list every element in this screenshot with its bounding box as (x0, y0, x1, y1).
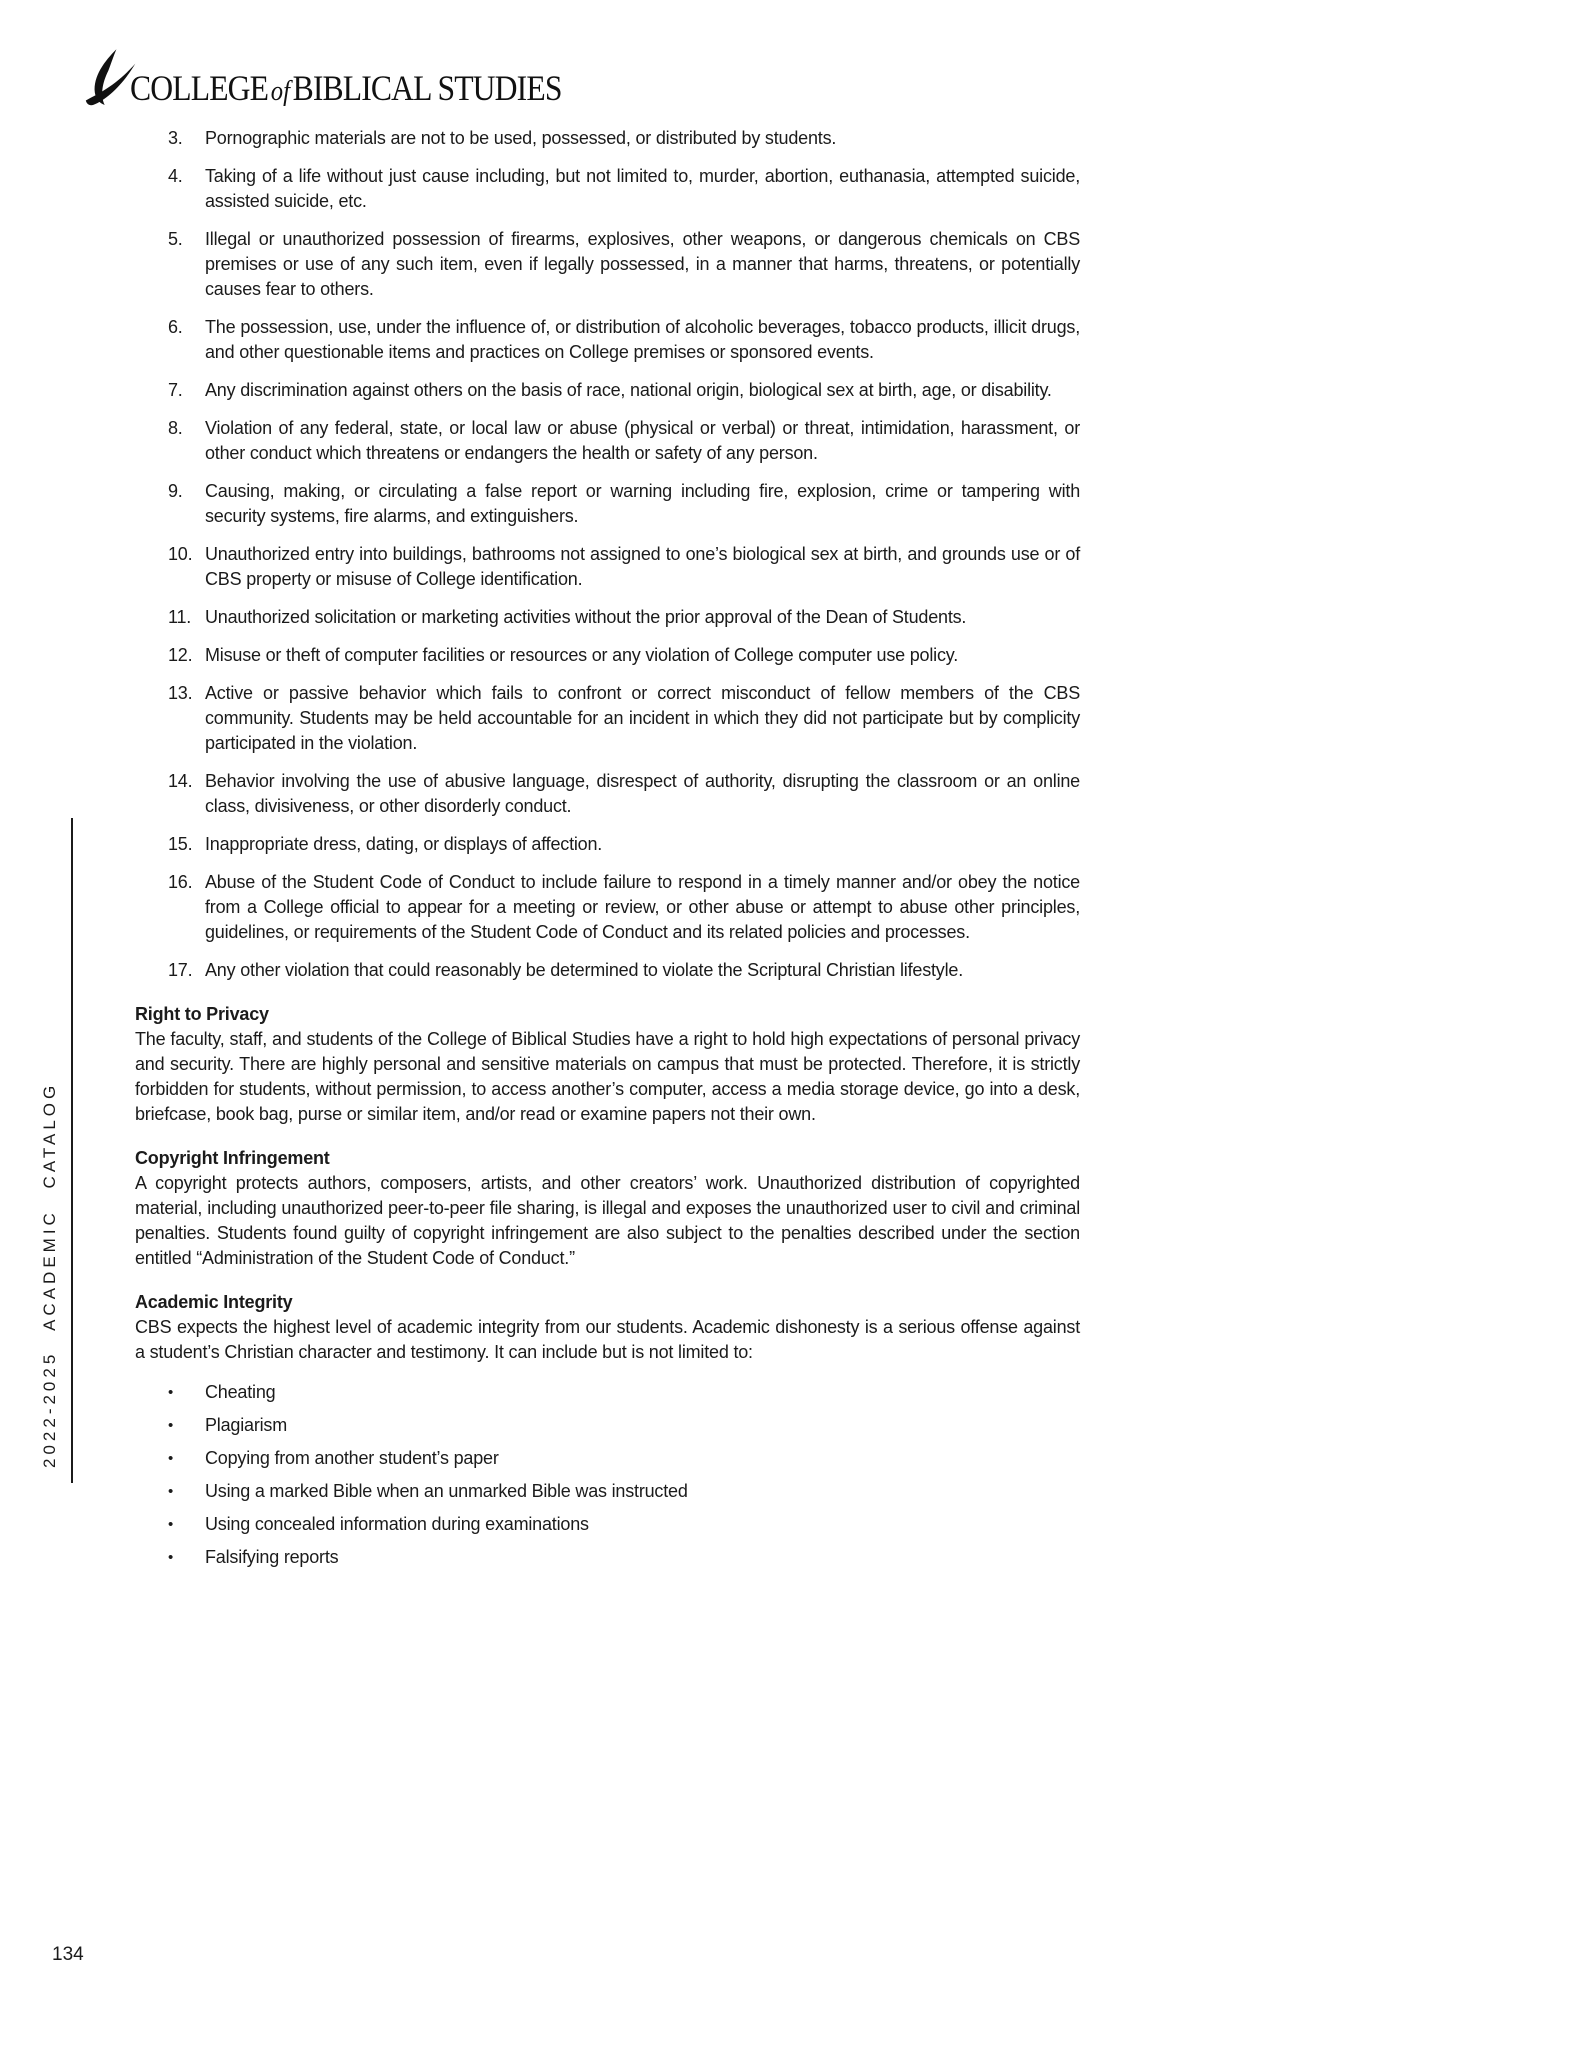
item-text: The possession, use, under the influence of, or distribution of alcoholic beverages, tobacco products, illicit drugs, and other questionable items and practices on College premises or sponsored events. (205, 317, 1080, 362)
conduct-item-8 (135, 416, 1080, 466)
bullet-text: Falsifying reports (205, 1547, 339, 1567)
section-heading: Academic Integrity (135, 1292, 293, 1312)
item-number: 6. (168, 317, 183, 337)
conduct-item-6 (135, 315, 1080, 365)
bullet-marker: • (168, 1417, 174, 1434)
conduct-item-17 (135, 958, 1080, 983)
item-text: Active or passive behavior which fails to confront or correct misconduct of fellow members of the CBS community. Students may be held accountable for an incident in which they did not participate but by complicity participated in the violation. (205, 683, 1080, 753)
bullet-item (135, 1446, 1080, 1471)
logo-of: of (270, 76, 290, 107)
conduct-item-15 (135, 832, 1080, 857)
item-number: 5. (168, 229, 183, 249)
college-logo (84, 48, 620, 108)
item-text: Behavior involving the use of abusive language, disrespect of authority, disrupting the classroom or an online class, divisiveness, or other disorderly conduct. (205, 771, 1080, 816)
bullet-marker: • (168, 1516, 174, 1533)
item-number: 15. (168, 834, 193, 854)
item-text: Any other violation that could reasonably be determined to violate the Scriptural Christian lifestyle. (205, 960, 964, 980)
bullet-item (135, 1380, 1080, 1405)
item-text: Unauthorized solicitation or marketing activities without the prior approval of the Dean of Students. (205, 607, 967, 627)
bullet-marker: • (168, 1483, 174, 1500)
bullet-marker: • (168, 1549, 174, 1566)
conduct-item-16 (135, 870, 1080, 945)
item-number: 7. (168, 380, 183, 400)
item-number: 9. (168, 481, 183, 501)
item-text: Pornographic materials are not to be used, possessed, or distributed by students. (205, 128, 837, 148)
section-heading: Right to Privacy (135, 1004, 269, 1024)
conduct-item-4 (135, 164, 1080, 214)
section-right-to-privacy (135, 1002, 1080, 1127)
item-text: Misuse or theft of computer facilities or resources or any violation of College computer use policy. (205, 645, 959, 665)
conduct-item-10 (135, 542, 1080, 592)
conduct-item-7 (135, 378, 1080, 403)
section-heading: Copyright Infringement (135, 1148, 330, 1168)
conduct-item-3 (135, 126, 1080, 151)
item-text: Inappropriate dress, dating, or displays of affection. (205, 834, 603, 854)
item-number: 12. (168, 645, 193, 665)
conduct-list (135, 126, 1080, 983)
sidebar-catalog-label: 2022-2025 ACADEMIC CATALOG (40, 1081, 59, 1468)
section-body: A copyright protects authors, composers, artists, and other creators’ work. Unauthorized distribution of copyrighted material, including unauthorized peer-to-peer file sharing, is illegal and exposes the unauthorized user to civil and criminal penalties. Students found guilty of copyright infringement are also subject to the penalties described under the section entitled “Administration of the Student Code of Conduct.” (135, 1173, 1080, 1268)
conduct-item-14 (135, 769, 1080, 819)
item-number: 8. (168, 418, 183, 438)
conduct-item-13 (135, 681, 1080, 756)
item-text: Unauthorized entry into buildings, bathrooms not assigned to one’s biological sex at birth, and grounds use or of CBS property or misuse of College identification. (205, 544, 1080, 589)
bullet-text: Plagiarism (205, 1415, 288, 1435)
bullet-item (135, 1413, 1080, 1438)
item-number: 17. (168, 960, 193, 980)
item-text: Violation of any federal, state, or local law or abuse (physical or verbal) or threat, intimidation, harassment, or other conduct which threatens or endangers the health or safety of any person. (205, 418, 1080, 463)
section-academic-integrity (135, 1290, 1080, 1365)
item-text: Causing, making, or circulating a false report or warning including fire, explosion, crime or tampering with security systems, fire alarms, and extinguishers. (205, 481, 1080, 526)
integrity-bullet-list (135, 1380, 1080, 1570)
main-content (135, 126, 1080, 1578)
bullet-text: Using a marked Bible when an unmarked Bible was instructed (205, 1481, 688, 1501)
logo-rest: BIBLICAL STUDIES (292, 68, 562, 108)
bullet-marker: • (168, 1450, 174, 1467)
bullet-item (135, 1479, 1080, 1504)
section-copyright-infringement (135, 1146, 1080, 1271)
page-number: 134 (52, 1944, 84, 1965)
conduct-item-11 (135, 605, 1080, 630)
item-text: Illegal or unauthorized possession of firearms, explosives, other weapons, or dangerous chemicals on CBS premises or use of any such item, even if legally possessed, in a manner that harms, threatens, or potentially causes fear to others. (205, 229, 1080, 299)
sidebar-rule (71, 818, 73, 1483)
bullet-marker: • (168, 1384, 174, 1401)
item-number: 14. (168, 771, 193, 791)
section-body: CBS expects the highest level of academic integrity from our students. Academic dishonesty is a serious offense against a student’s Christian character and testimony. It can include but is not limited to: (135, 1317, 1080, 1362)
item-number: 4. (168, 166, 183, 186)
bullet-item (135, 1512, 1080, 1537)
logo-college: COLLEGE (130, 68, 269, 108)
bullet-text: Using concealed information during examinations (205, 1514, 589, 1534)
logo-text (130, 70, 562, 108)
bullet-text: Copying from another student’s paper (205, 1448, 499, 1468)
item-number: 10. (168, 544, 193, 564)
item-text: Abuse of the Student Code of Conduct to include failure to respond in a timely manner and/or obey the notice from a College official to appear for a meeting or review, or other abuse or attempt to abuse other principles, guidelines, or requirements of the Student Code of Conduct and its related policies and processes. (205, 872, 1080, 942)
conduct-item-9 (135, 479, 1080, 529)
conduct-item-5 (135, 227, 1080, 302)
item-text: Any discrimination against others on the basis of race, national origin, biological sex at birth, age, or disability. (205, 380, 1052, 400)
section-body: The faculty, staff, and students of the College of Biblical Studies have a right to hold high expectations of personal privacy and security. There are highly personal and sensitive materials on campus that must be protected. Therefore, it is strictly forbidden for students, without permission, to access another’s computer, access a media storage device, go into a desk, briefcase, book bag, purse or similar item, and/or read or examine papers not their own. (135, 1029, 1080, 1124)
item-number: 13. (168, 683, 193, 703)
bullet-text: Cheating (205, 1382, 276, 1402)
item-number: 16. (168, 872, 193, 892)
conduct-item-12 (135, 643, 1080, 668)
bullet-item (135, 1545, 1080, 1570)
item-text: Taking of a life without just cause including, but not limited to, murder, abortion, euthanasia, attempted suicide, assisted suicide, etc. (205, 166, 1080, 211)
item-number: 3. (168, 128, 183, 148)
item-number: 11. (168, 607, 192, 627)
